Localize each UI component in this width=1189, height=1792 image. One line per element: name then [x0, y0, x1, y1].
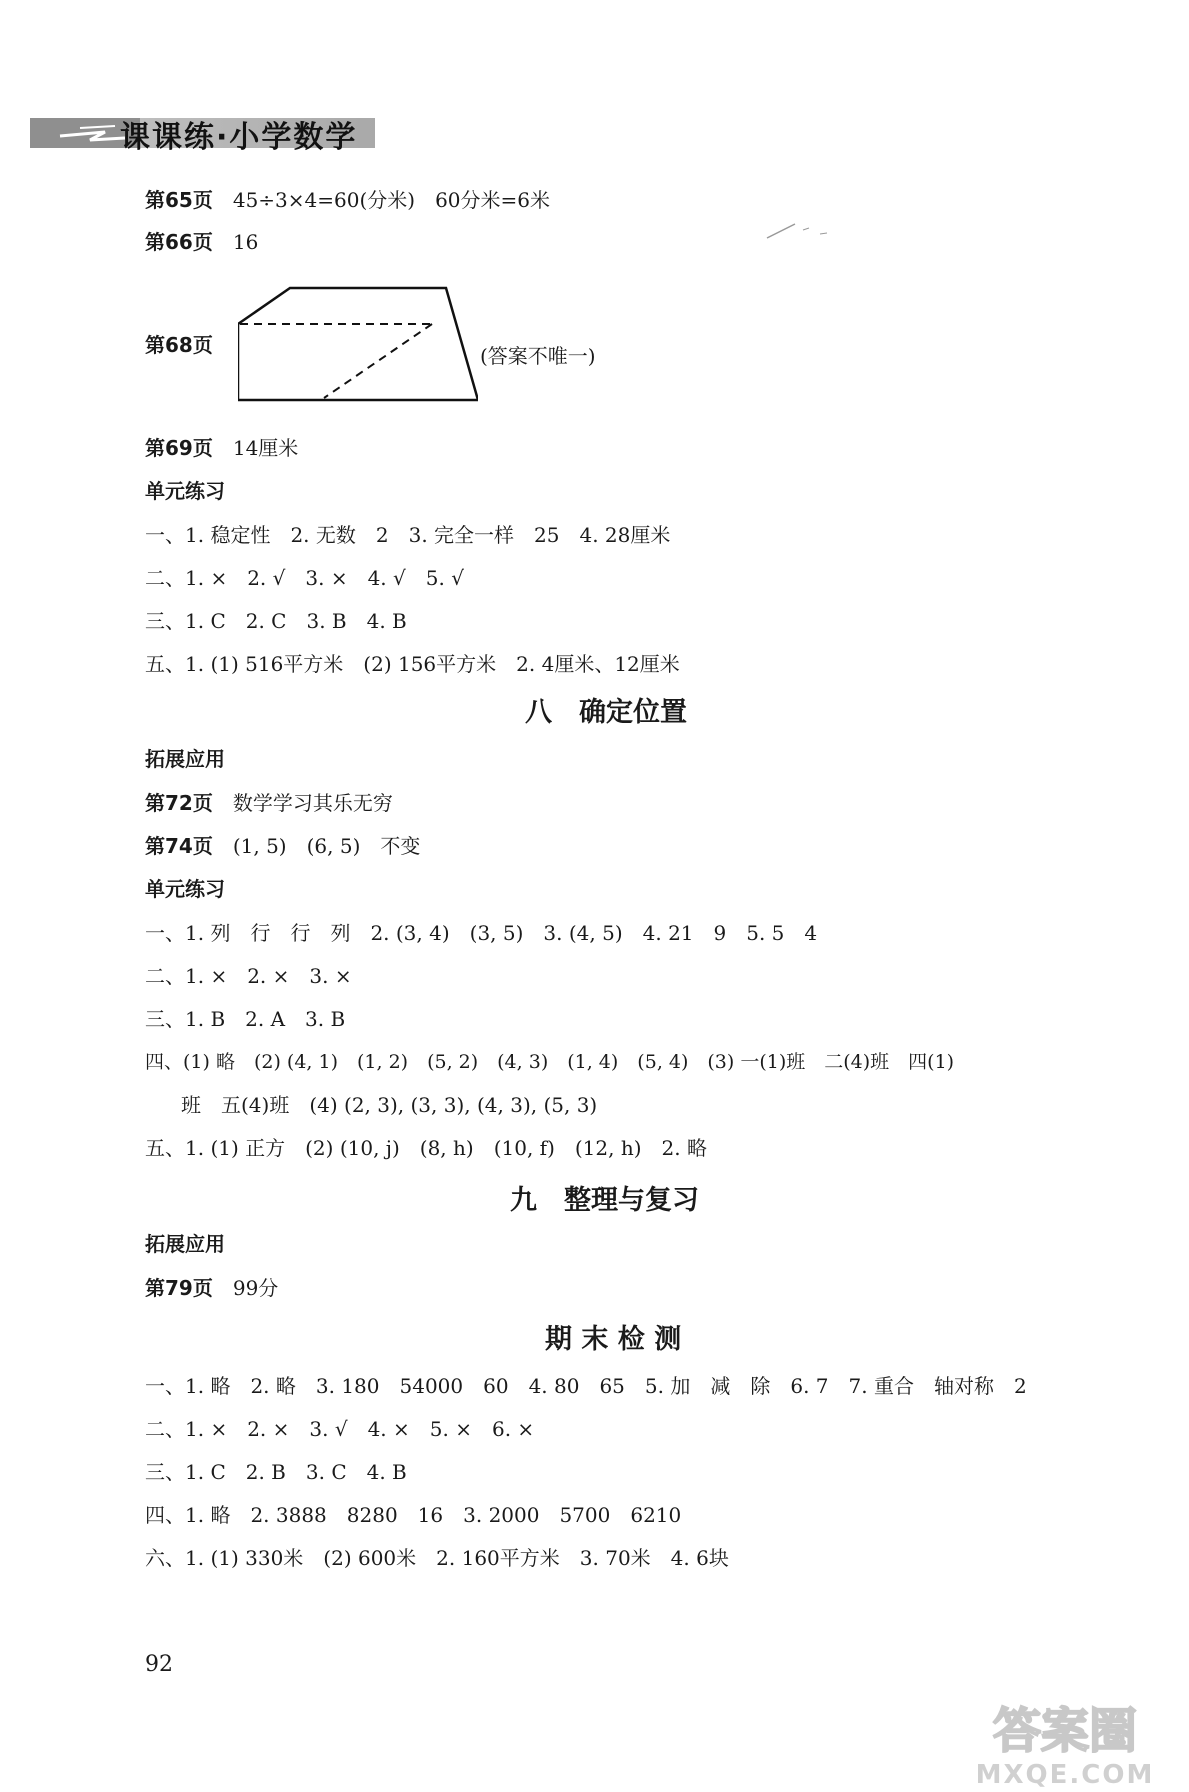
answer-line-p66 [145, 228, 258, 256]
answer-text: 14厘米 [232, 436, 299, 460]
svg-text:MXQE.COM: MXQE.COM [975, 1760, 1155, 1790]
answer-line-p69 [145, 434, 298, 462]
section-title-8: 八 确定位置 [525, 697, 687, 728]
answer-line: 四、(1) 略 (2) (4, 1) (1, 2) (5, 2) (4, 3) (1, 4) (5, 4) (3) 一(1)班 二(4)班 四(1) [145, 1051, 955, 1073]
page-label: 第66页 [145, 230, 213, 254]
answer-line: 三、1. C 2. B 3. C 4. B [145, 1460, 407, 1484]
answer-text: 数学学习其乐无穷 [232, 791, 393, 815]
answer-line: 一、1. 列 行 行 列 2. (3, 4) (3, 5) 3. (4, 5) 4. 21 9 5. 5 4 [145, 921, 818, 945]
answer-line: 四、1. 略 2. 3888 8280 16 3. 2000 5700 6210 [145, 1503, 682, 1527]
answer-line: 二、1. × 2. × 3. √ 4. × 5. × 6. × [145, 1417, 535, 1441]
answer-line: 一、1. 略 2. 略 3. 180 54000 60 4. 80 65 5. 加 减 除 6. 7 7. 重合 轴对称 2 [145, 1374, 1027, 1398]
section-title-9: 九 整理与复习 [510, 1185, 699, 1216]
answer-line-p79 [145, 1274, 278, 1302]
svg-text:答案圈: 答案圈 [992, 1703, 1138, 1759]
answer-line-p74 [145, 832, 420, 860]
page-label: 第72页 [145, 791, 213, 815]
answer-line: 三、1. B 2. A 3. B [145, 1007, 346, 1031]
answer-line-p72 [145, 789, 393, 817]
answer-line: 五、1. (1) 正方 (2) (10, j) (8, h) (10, f) (12, h) 2. 略 [145, 1136, 707, 1160]
answer-line: 班 五(4)班 (4) (2, 3), (3, 3), (4, 3), (5, 3) [181, 1093, 598, 1117]
answer-line: 三、1. C 2. C 3. B 4. B [145, 609, 407, 633]
answer-text: (1, 5) (6, 5) 不变 [232, 834, 421, 858]
trapezoid-figure [238, 286, 478, 406]
page-label: 第65页 [145, 188, 213, 212]
answer-text: 45÷3×4=60(分米) 60分米=6米 [232, 188, 551, 212]
page-label: 第74页 [145, 834, 213, 858]
page-number: 92 [145, 1652, 173, 1677]
answer-line-p65 [145, 186, 550, 214]
dashed-diagonal [324, 324, 432, 398]
answer-line: 六、1. (1) 330米 (2) 600米 2. 160平方米 3. 70米 4. 6块 [145, 1546, 729, 1570]
extension-heading: 拓展应用 [145, 1232, 225, 1256]
answer-text: 16 [232, 230, 259, 254]
answer-line: 一、1. 稳定性 2. 无数 2 3. 完全一样 25 4. 28厘米 [145, 523, 671, 547]
page-label: 第69页 [145, 436, 213, 460]
header-title: 课课练·小学数学 [120, 120, 358, 155]
answer-line: 五、1. (1) 516平方米 (2) 156平方米 2. 4厘米、12厘米 [145, 652, 680, 676]
watermark-logo [950, 1695, 1180, 1790]
answer-line: 二、1. × 2. √ 3. × 4. √ 5. √ [145, 566, 464, 590]
extension-heading: 拓展应用 [145, 747, 225, 771]
answer-line: 二、1. × 2. × 3. × [145, 964, 352, 988]
unit-practice-heading: 单元练习 [145, 479, 225, 503]
unit-practice-heading: 单元练习 [145, 877, 225, 901]
answer-line-p68 [145, 331, 213, 359]
pen-mark [765, 218, 835, 243]
page-label: 第79页 [145, 1276, 213, 1300]
figure-note: (答案不唯一) [480, 344, 596, 368]
answer-text: 99分 [232, 1276, 279, 1300]
page-label: 第68页 [145, 333, 213, 357]
final-test-title: 期 末 检 测 [545, 1324, 682, 1355]
